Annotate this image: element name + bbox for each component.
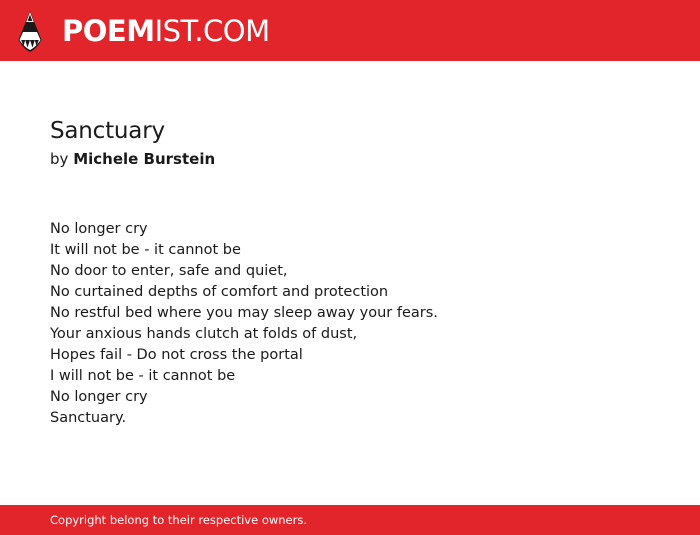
byline-prefix: by xyxy=(50,150,69,168)
poem-byline xyxy=(50,149,215,169)
poem-line: No longer cry xyxy=(50,389,148,405)
poem-line: Sanctuary. xyxy=(50,410,127,426)
logo-wordmark xyxy=(62,9,270,53)
poem-line: I will not be - it cannot be xyxy=(50,368,236,384)
site-header xyxy=(0,0,700,61)
poem-line: No door to enter, safe and quiet, xyxy=(50,263,288,279)
pencil-icon xyxy=(17,10,43,53)
copyright-text: Copyright belong to their respective owners. xyxy=(50,513,308,527)
poem-line: No curtained depths of comfort and protection xyxy=(50,284,389,300)
poem-line: Hopes fail - Do not cross the portal xyxy=(50,347,303,363)
author-link[interactable]: Michele Burstein xyxy=(73,150,216,168)
poem-line: It will not be - it cannot be xyxy=(50,242,241,258)
logo-light-text: IST.COM xyxy=(154,14,270,48)
poem-line: No restful bed where you may sleep away your fears. xyxy=(50,305,438,321)
site-footer xyxy=(0,505,700,535)
poem-line: No longer cry xyxy=(50,221,148,237)
logo-bold-text: POEM xyxy=(62,14,155,48)
site-logo-link[interactable] xyxy=(17,9,270,53)
poem-title: Sanctuary xyxy=(50,118,165,144)
poem-body xyxy=(50,219,650,429)
poem-line: Your anxious hands clutch at folds of dust, xyxy=(50,326,358,342)
